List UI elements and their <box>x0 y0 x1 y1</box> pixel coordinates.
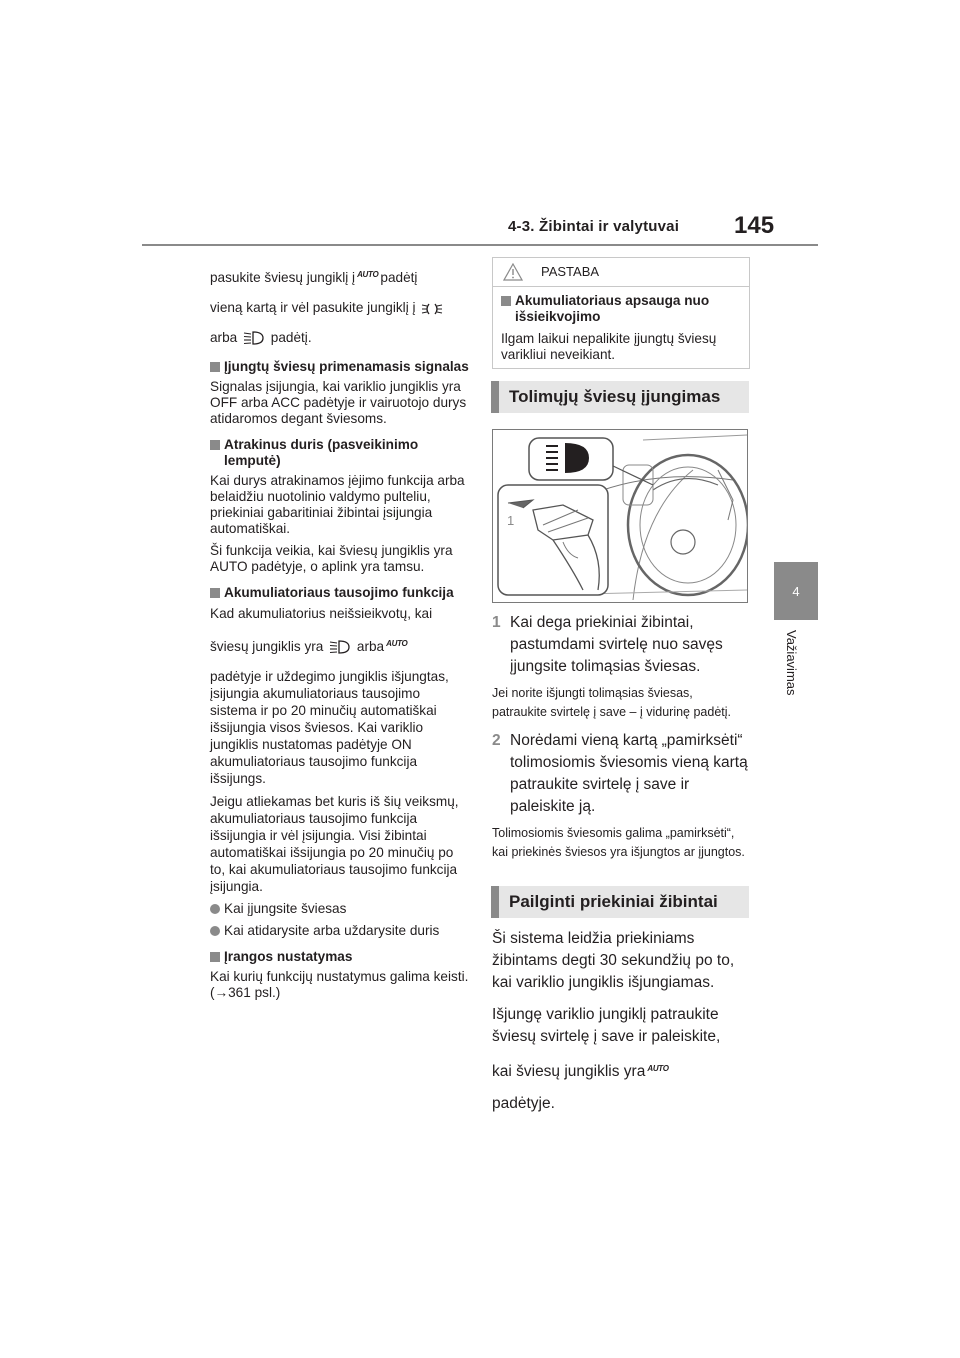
page-reference-link[interactable]: 361 psl.) <box>228 985 281 1000</box>
heading-battery-saver: Akumuliatoriaus tausojimo funkcija <box>210 585 470 601</box>
headlight-icon <box>243 330 265 346</box>
paragraph-welcome-1: Kai durys atrakinamos įėjimo funkcija arba belaidžiu nuotolinio valdymo pulteliu, priekiniai gabaritiniai žibintai įsijungia automatiškai. <box>210 473 465 536</box>
notice-box <box>492 257 750 369</box>
notice-text: Ilgam laikui nepalikite įjungtų šviesų varikliui neveikiant. <box>501 331 717 362</box>
lever-illustration <box>492 429 748 603</box>
extended-p1: Ši sistema leidžia priekiniams žibintams degti 30 sekundžių po to, kai variklio jungiklis išjungiamas. <box>492 930 735 991</box>
header-rule <box>142 244 818 246</box>
chapter-title: Važiavimas <box>784 630 799 696</box>
bullet-lights-on: Kai įjungsite šviesas <box>210 901 470 917</box>
round-bullet-icon <box>210 926 220 936</box>
step-1-note: Jei norite išjungti tolimąsias šviesas, patraukite svirtelę į save – į vidurinę padėtį. <box>492 686 732 719</box>
headlight-icon <box>329 639 351 655</box>
heading-customization: Įrangos nustatymas <box>210 949 470 965</box>
heading-reminder: Įjungtų šviesų primenamasis signalas <box>210 359 470 375</box>
notice-heading: Akumuliatoriaus apsauga nuo išsieikvojimo <box>501 293 741 325</box>
paragraph-reminder: Signalas įsijungia, kai variklio jungiklis yra OFF arba ACC padėtyje ir vairuotojo durys atidaromos degant šviesoms. <box>210 379 467 426</box>
auto-symbol-icon: AUTO <box>647 1064 669 1073</box>
square-bullet-icon <box>210 440 220 450</box>
section-extended-headlights-heading: Pailginti priekiniai žibintai <box>491 886 749 918</box>
square-bullet-icon <box>210 362 220 372</box>
heading-welcome-light: Atrakinus duris (pasveikinimo lemputė) <box>210 437 470 469</box>
parking-light-icon <box>421 302 443 316</box>
high-beam-steps <box>492 612 750 862</box>
section-high-beam-heading: Tolimųjų šviesų įjungimas <box>491 381 749 413</box>
page-number: 145 <box>734 212 775 239</box>
paragraph-customization: Kai kurių funkcijų nustatymus galima keisti. (→361 psl.) <box>210 969 469 1000</box>
paragraph-battery-4: Jeigu atliekamas bet kuris iš šių veiksmų, akumuliatoriaus tausojimo funkcija išsijungia ir vėl įsijungia. Visi žibintai automatiškai išsijungia po 20 minučių po to, kai akumuliatoriaus tausojimo funkcija įsijungia. <box>210 794 459 894</box>
warning-triangle-icon <box>503 263 523 281</box>
paragraph-battery-3: padėtyje ir uždegimo jungiklis išjungtas, įsijungia akumuliatoriaus tausojimo sistema ir po 20 minučių automatiškai išsijungia visos šviesos. Kai variklio jungiklis nustatomas padėtyje ON akumuliatoriaus tausojimo funkcija išsijungs. <box>210 669 449 786</box>
square-bullet-icon <box>501 296 511 306</box>
step-2-number: 2 <box>492 732 501 749</box>
auto-symbol-icon: AUTO <box>357 270 379 279</box>
notice-body <box>493 287 749 375</box>
step-1 <box>492 612 750 678</box>
step-1-number: 1 <box>492 614 501 631</box>
left-column <box>210 266 470 1007</box>
extended-p3: kai šviesų jungiklis yra AUTO <box>492 1058 750 1083</box>
step-1-text: Kai dega priekiniai žibintai, pastumdami svirtelę nuo savęs įjungsite tolimąsias šviesas. <box>510 614 723 675</box>
extended-p4: padėtyje. <box>492 1095 555 1112</box>
notice-label: PASTABA <box>541 264 600 279</box>
chapter-number: 4 <box>792 583 800 599</box>
page-ref-arrow-icon: → <box>214 985 229 1000</box>
intro-line-1: pasukite šviesų jungiklį į AUTO padėtį <box>210 266 470 287</box>
square-bullet-icon <box>210 588 220 598</box>
step-2-text: Norėdami vieną kartą „pamirksėti“ tolimosiomis šviesomis vieną kartą patraukite svirtelę į save ir paleiskite ją. <box>510 732 748 815</box>
round-bullet-icon <box>210 904 220 914</box>
extended-p2: Išjungę variklio jungiklį patraukite šviesų svirtelę į save ir paleiskite, <box>492 1006 721 1045</box>
bullet-doors: Kai atidarysite arba uždarysite duris <box>210 923 470 939</box>
paragraph-battery-2: šviesų jungiklis yra arba AUTO <box>210 635 470 656</box>
header-section-title: 4-3. Žibintai ir valytuvai <box>508 218 680 235</box>
auto-symbol-icon: AUTO <box>386 639 408 648</box>
callout-number: 1 <box>507 513 515 528</box>
intro-line-3: arba padėtį. <box>210 330 312 345</box>
step-2-note: Tolimosiomis šviesomis galima „pamirksėti“, kai priekinės šviesos yra išjungtos ar įjungtos. <box>492 826 745 859</box>
intro-line-2: vieną kartą ir vėl pasukite jungiklį į <box>210 299 470 317</box>
steering-wheel-lever-drawing <box>493 430 747 602</box>
notice-header <box>493 258 749 287</box>
extended-headlights-text <box>492 928 750 1125</box>
chapter-tab[interactable] <box>774 562 818 620</box>
square-bullet-icon <box>210 952 220 962</box>
step-2 <box>492 730 750 818</box>
paragraph-battery-1: Kad akumuliatorius neišsieikvotų, kai <box>210 606 433 621</box>
paragraph-welcome-2: Ši funkcija veikia, kai šviesų jungiklis yra AUTO padėtyje, o aplink yra tamsu. <box>210 543 453 574</box>
